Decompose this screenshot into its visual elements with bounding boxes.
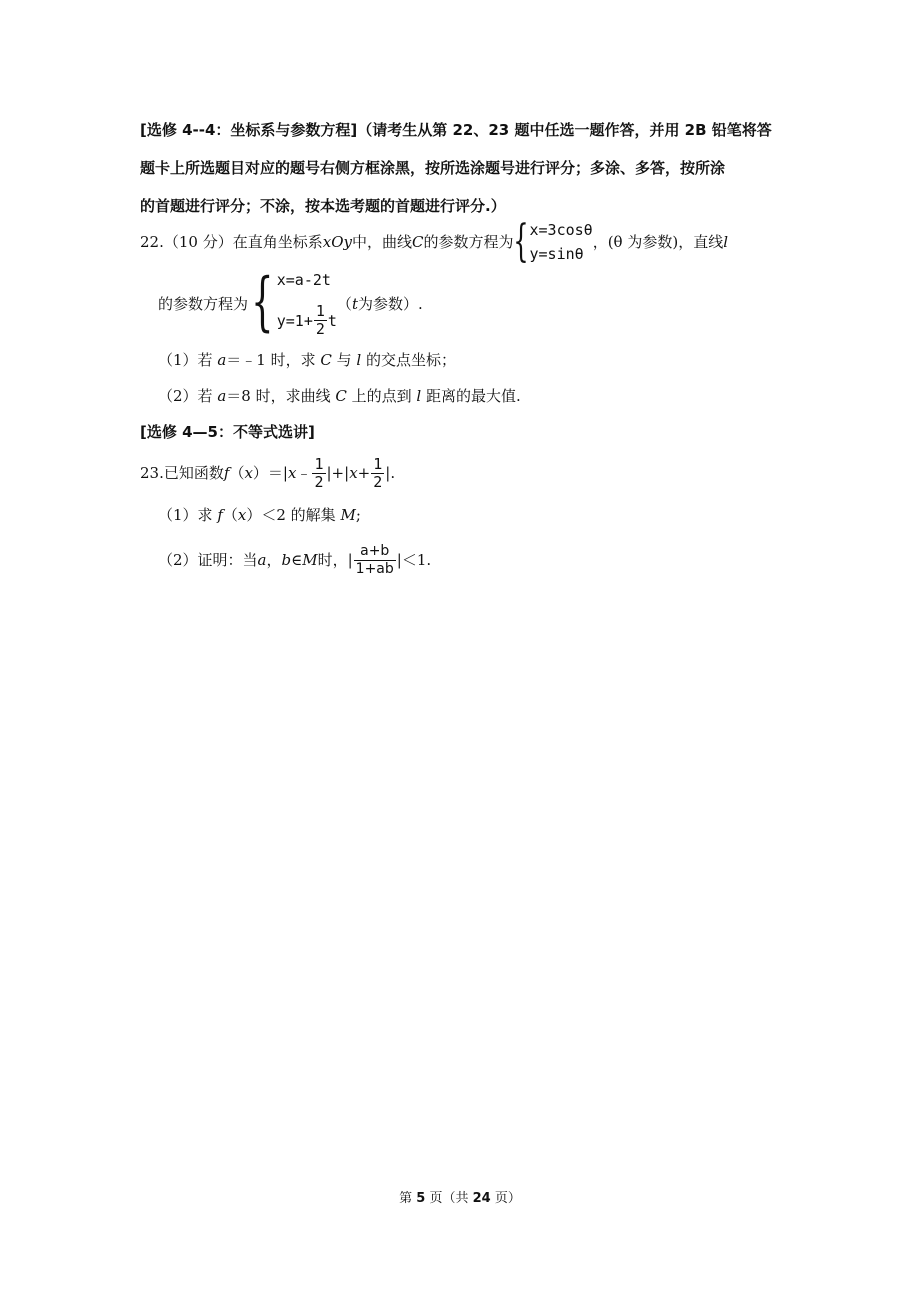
var-a: a: [257, 551, 267, 569]
q23-part-2: [158, 538, 431, 582]
part-text: ＝﹣1 时，求: [226, 351, 321, 369]
fraction-denominator: 2: [314, 472, 324, 491]
var-x: x: [237, 506, 247, 524]
footer-text: 第: [399, 1191, 417, 1206]
instruction-text-1: [选修 4--4：坐标系与参数方程]（请考生从第 22、23 题中任选一题作答，并用 2B 铅笔将答: [140, 121, 772, 139]
page-footer: [0, 1190, 920, 1208]
part-label: （2）证明：当: [158, 551, 258, 569]
footer-text: 页（共: [425, 1191, 473, 1206]
instruction-line-3: [140, 196, 506, 216]
footer-text: 页）: [490, 1191, 521, 1206]
part-text: 距离的最大值.: [421, 387, 521, 405]
abs-separator: |+|: [326, 464, 350, 482]
var-C: C: [335, 387, 347, 405]
line-eq-y-pre: y=1+: [276, 311, 313, 330]
var-l: l: [416, 387, 422, 405]
q23-line-1: [140, 450, 395, 496]
fraction-numerator: a+b: [360, 542, 390, 559]
q22-text: ，(θ 为参数)，直线: [592, 233, 724, 251]
q23-text: 已知函数: [163, 464, 224, 482]
q23-text: （: [229, 464, 245, 482]
var-M: M: [302, 551, 318, 569]
var-M: M: [340, 506, 356, 524]
part-label: （1）求: [158, 506, 218, 524]
var-C: C: [320, 351, 332, 369]
part-text: |＜1.: [396, 551, 432, 569]
instruction-text-3: 的首题进行评分；不涂，按本选考题的首题进行评分.）: [140, 197, 506, 215]
fraction-half: [312, 456, 325, 491]
fraction-numerator: 1: [314, 454, 324, 473]
q22-part-1: [158, 350, 456, 370]
element-of-sign: ∈: [291, 551, 303, 569]
q22-text: （: [336, 295, 352, 313]
q22-text: 中，曲线: [351, 233, 412, 251]
line-eq-x: x=a-2t: [276, 271, 331, 289]
minus-sign: ﹣: [296, 464, 312, 482]
line-equations: [277, 270, 337, 338]
fraction-ab: [354, 543, 396, 578]
part-text: ＝8 时，求曲线: [226, 387, 336, 405]
part-text: 时，|: [317, 551, 353, 569]
part-text: （: [222, 506, 238, 524]
var-f: f: [217, 506, 223, 524]
var-b: b: [281, 551, 292, 569]
instruction-text-2: 题卡上所选题目对应的题号右侧方框涂黑，按所选涂题号进行评分；多涂、多答，按所涂: [140, 159, 726, 177]
instruction-line-2: [140, 158, 725, 178]
q22-part-2: [158, 386, 521, 406]
instruction-line-1: [140, 120, 772, 140]
brace-symbol: {: [251, 265, 274, 339]
q22-text: 在直角坐标系: [232, 233, 323, 251]
current-page-number: 5: [416, 1191, 426, 1206]
var-x: x: [244, 464, 253, 482]
q23-part-1: [158, 505, 361, 525]
part-text: 上的点到: [346, 387, 417, 405]
part-text: ）＜2 的解集: [246, 506, 341, 524]
line-eq-y: [277, 303, 337, 338]
fraction-denominator: 2: [315, 320, 325, 338]
part-text: 的交点坐标；: [361, 351, 456, 369]
total-page-count: 24: [472, 1191, 491, 1206]
curve-eq-x: x=3cosθ: [529, 221, 593, 239]
q22-text: 为参数）.: [357, 295, 423, 313]
fraction-numerator: 1: [373, 454, 383, 473]
fraction-numerator: 1: [315, 302, 325, 320]
var-l: l: [356, 351, 362, 369]
q22-score: （10 分）: [163, 233, 233, 251]
var-f: f: [223, 464, 230, 482]
section-title-text: [选修 4—5：不等式选讲]: [140, 423, 315, 441]
q22-text: 的参数方程为: [158, 295, 249, 313]
brace-symbol: {: [513, 216, 530, 267]
q23-number: 23.: [140, 464, 164, 482]
part-text: ;: [355, 506, 361, 524]
var-a: a: [217, 351, 227, 369]
q22-line-1: [140, 218, 728, 266]
curve-eq-y: y=sinθ: [529, 245, 584, 263]
section-title-inequality: [140, 422, 315, 442]
q23-text: |.: [385, 464, 396, 482]
fraction-denominator: 2: [373, 472, 383, 491]
part-label: （1）若: [158, 351, 218, 369]
var-a: a: [217, 387, 227, 405]
part-label: （2）若: [158, 387, 218, 405]
curve-equations: [529, 220, 592, 264]
curve-parametric-system: [513, 216, 593, 267]
q22-number: 22.: [140, 233, 164, 251]
line-parametric-system: [248, 265, 337, 339]
fraction-half: [314, 303, 327, 338]
q22-line-symbol: l: [723, 233, 729, 251]
var-x: x: [287, 464, 297, 482]
q23-text: ）＝|: [252, 464, 288, 482]
fraction-half: [371, 456, 384, 491]
q22-curve-symbol: C: [411, 233, 424, 251]
q22-coord-system: xOy: [322, 233, 352, 251]
var-x: x: [349, 464, 358, 482]
plus-sign: +: [357, 464, 371, 482]
part-text: 与: [331, 351, 357, 369]
part-text: ，: [266, 551, 282, 569]
fraction-denominator: 1+ab: [355, 560, 394, 577]
q22-param-t: t: [351, 295, 358, 313]
line-eq-y-post: t: [327, 311, 337, 330]
q22-text: 的参数方程为: [423, 233, 514, 251]
q22-line-2: [158, 265, 423, 340]
